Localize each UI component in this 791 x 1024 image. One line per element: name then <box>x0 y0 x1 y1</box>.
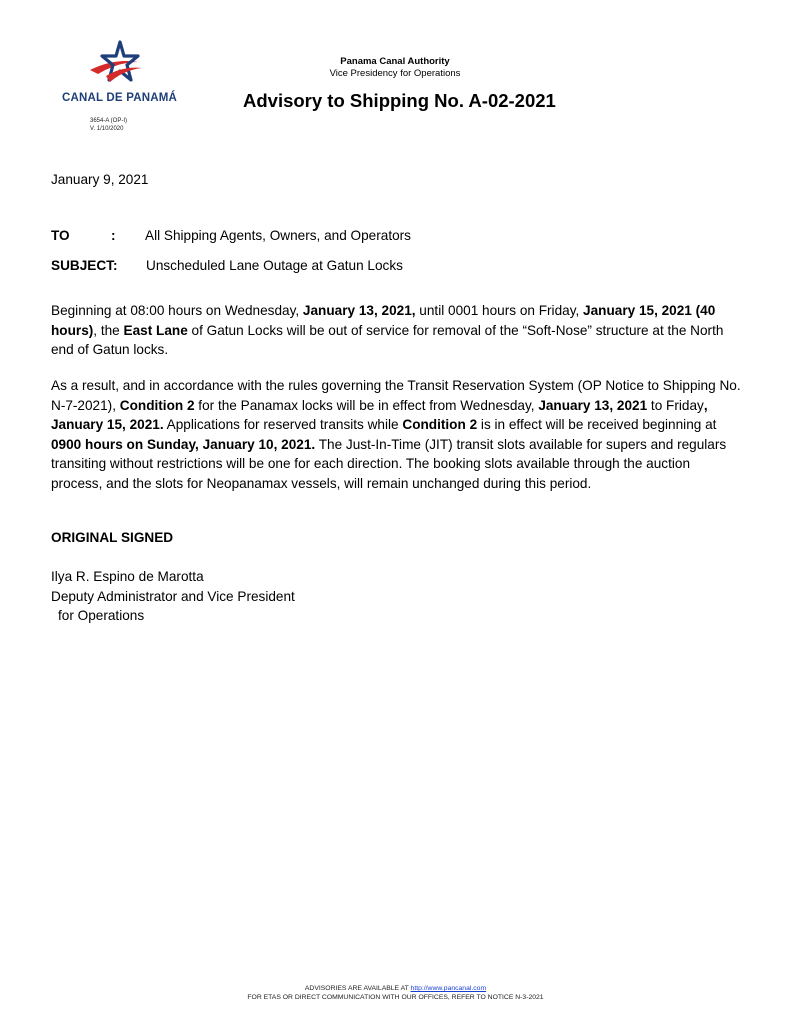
signer-name: Ilya R. Espino de Marotta <box>51 569 204 584</box>
to-value: All Shipping Agents, Owners, and Operators <box>145 228 411 243</box>
p2-text-1: As a result, and in accordance with the rules governing the Transit Reservation System (OP Notice to Shipping No. N-7-2021), <box>51 378 741 413</box>
p1-text-4: of Gatun Locks will be out of service for removal of the “Soft-Nose” structure at the North end of Gatun locks. <box>51 322 724 357</box>
p2-bold-2: January 13, 2021 <box>538 397 648 413</box>
authority-name: Panama Canal Authority <box>340 56 450 67</box>
to-line <box>51 226 411 246</box>
logo-text: CANAL DE PANAMÁ <box>62 92 178 104</box>
footer-line-1 <box>0 984 791 993</box>
p2-text-6: The Just-In-Time (JIT) transit slots available for supers and regulars transiting without restrictions will be one for each direction. The booking slots available through the auction process, and the slots for Neopanamax vessels, will remain unchanged during this period. <box>51 436 727 491</box>
p2-bold-4: Condition 2 <box>402 417 478 432</box>
p2-bold-5: 0900 hours on Sunday, January 10, 2021. <box>51 436 316 452</box>
p2-bold-1: Condition 2 <box>119 397 195 413</box>
to-label: TO <box>51 228 70 243</box>
subject-line <box>51 256 403 276</box>
p1-bold-1: January 13, 2021, <box>302 303 416 318</box>
subject-label: SUBJECT: <box>51 258 118 273</box>
footer-line-2: FOR ETAS OR DIRECT COMMUNICATION WITH OUR OFFICES, REFER TO NOTICE N-3-2021 <box>247 994 544 1001</box>
p2-text-4: Applications for reserved transits while <box>163 417 403 432</box>
p1-bold-2: January 15, 2021 (40 hours) <box>51 303 716 338</box>
p2-bold-3: , January 15, 2021. <box>51 397 708 432</box>
star-logo-icon <box>88 40 148 90</box>
footer-text: ADVISORIES ARE AVAILABLE AT <box>304 985 411 992</box>
advisory-date: January 9, 2021 <box>51 172 149 187</box>
authority-block <box>300 56 490 80</box>
form-code <box>90 117 127 133</box>
p2-text-2: for the Panamax locks will be in effect from Wednesday, <box>194 397 539 413</box>
p1-text-3: , the <box>93 322 124 338</box>
canal-logo <box>62 40 182 90</box>
paragraph-2 <box>51 376 741 493</box>
paragraph-1 <box>51 301 741 360</box>
p1-text-1: Beginning at 08:00 hours on Wednesday, <box>51 303 303 318</box>
page-title: Advisory to Shipping No. A-02-2021 <box>243 90 556 111</box>
pancanal-link[interactable]: http://www.pancanal.com <box>410 985 487 992</box>
p2-text-3: to Friday <box>647 397 704 413</box>
p1-bold-3: East Lane <box>123 322 188 338</box>
form-code-version: V. 1/10/2020 <box>90 126 124 132</box>
signer-title-1: Deputy Administrator and Vice President <box>51 588 295 604</box>
signer-title-2: for Operations <box>58 608 145 623</box>
to-colon: : <box>111 228 116 243</box>
subject-value: Unscheduled Lane Outage at Gatun Locks <box>146 258 403 273</box>
original-signed: ORIGINAL SIGNED <box>51 530 174 545</box>
authority-department: Vice Presidency for Operations <box>329 68 461 79</box>
p2-text-5: is in effect will be received beginning at <box>477 417 717 432</box>
form-code-number: 3654-A (OP-I) <box>90 118 128 124</box>
signature-block <box>51 567 295 626</box>
footer <box>0 984 791 1002</box>
p1-text-2: until 0001 hours on Friday, <box>415 303 584 318</box>
